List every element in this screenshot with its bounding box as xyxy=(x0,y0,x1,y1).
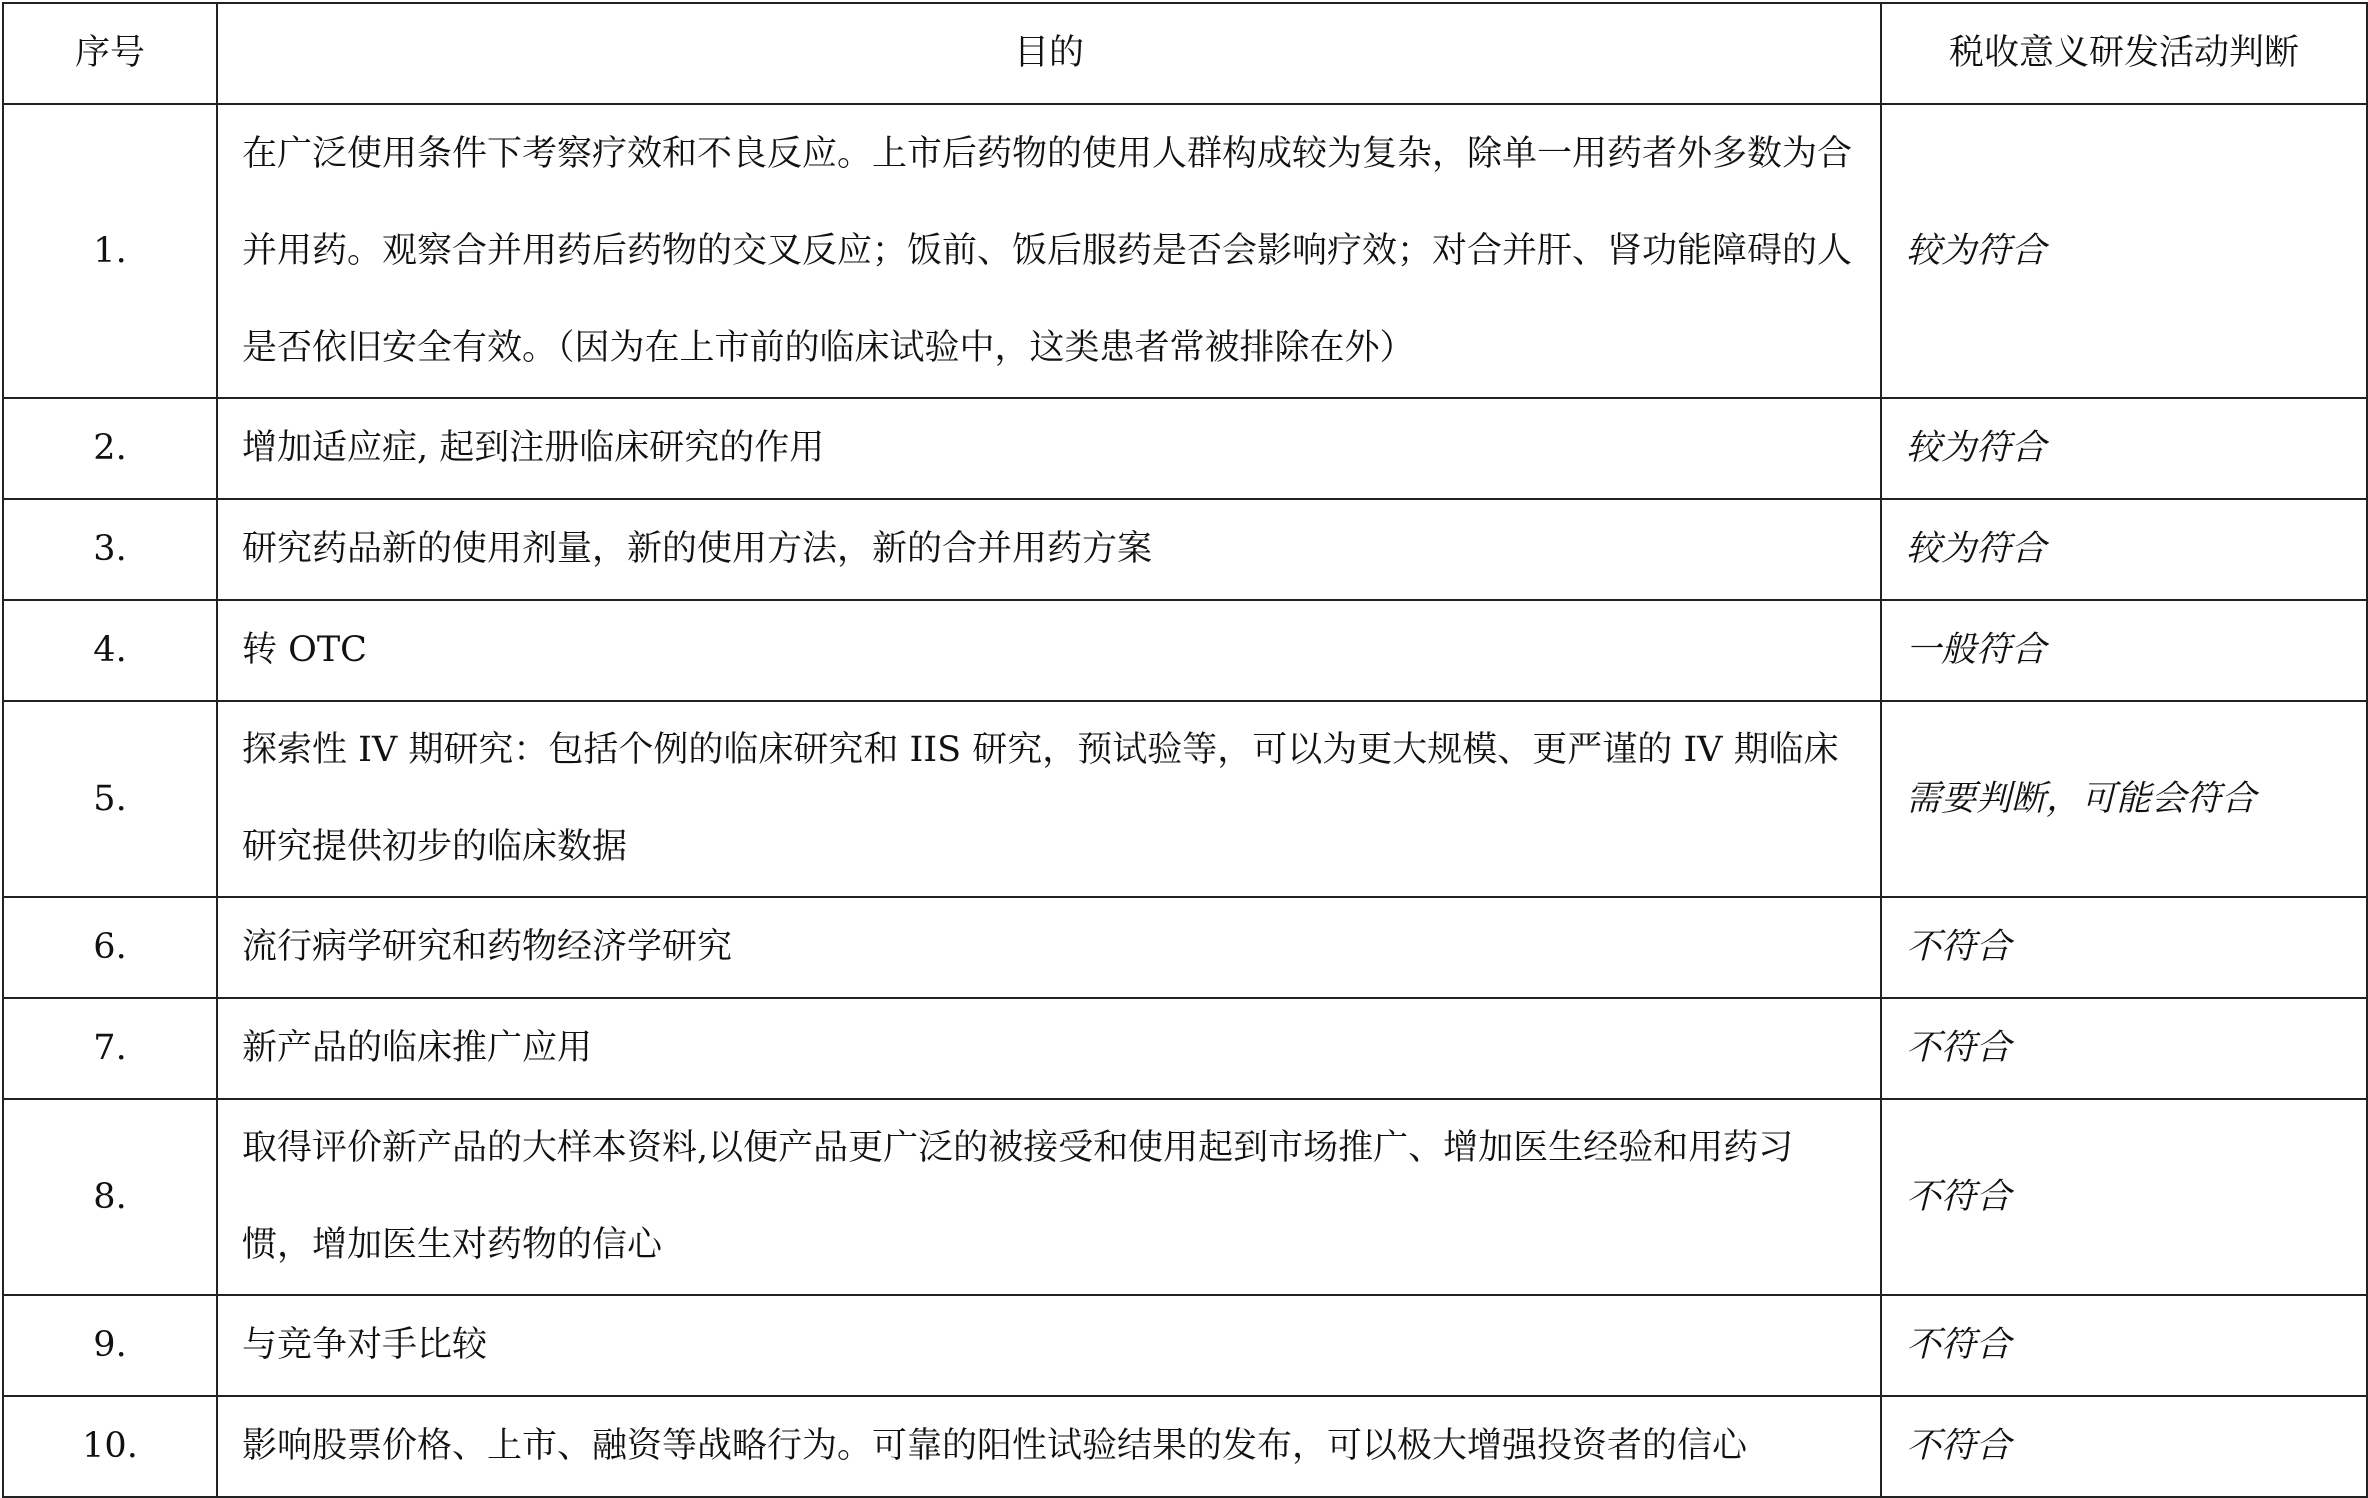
row-purpose: 影响股票价格、上市、融资等战略行为。可靠的阳性试验结果的发布，可以极大增强投资者的信心 xyxy=(217,1396,1881,1497)
table-row xyxy=(3,600,2367,701)
table-row xyxy=(3,104,2367,398)
row-index: 1. xyxy=(3,104,217,398)
row-judgement: 较为符合 xyxy=(1881,499,2367,600)
row-index: 2. xyxy=(3,398,217,499)
row-judgement: 较为符合 xyxy=(1881,398,2367,499)
row-judgement: 一般符合 xyxy=(1881,600,2367,701)
table-row xyxy=(3,1396,2367,1497)
row-purpose: 转 OTC xyxy=(217,600,1881,701)
row-index: 3. xyxy=(3,499,217,600)
table-header-row xyxy=(3,3,2367,104)
header-purpose: 目的 xyxy=(217,3,1881,104)
table-row xyxy=(3,998,2367,1099)
row-judgement: 不符合 xyxy=(1881,897,2367,998)
row-purpose: 研究药品新的使用剂量，新的使用方法，新的合并用药方案 xyxy=(217,499,1881,600)
row-index: 4. xyxy=(3,600,217,701)
row-purpose: 增加适应症, 起到注册临床研究的作用 xyxy=(217,398,1881,499)
row-purpose: 探索性 IV 期研究：包括个例的临床研究和 IIS 研究，预试验等，可以为更大规模、更严谨的 IV 期临床研究提供初步的临床数据 xyxy=(217,701,1881,897)
row-purpose: 在广泛使用条件下考察疗效和不良反应。上市后药物的使用人群构成较为复杂，除单一用药者外多数为合并用药。观察合并用药后药物的交叉反应；饭前、饭后服药是否会影响疗效；对合并肝、肾功能障碍的人是否依旧安全有效。（因为在上市前的临床试验中，这类患者常被排除在外） xyxy=(217,104,1881,398)
table-row xyxy=(3,1295,2367,1396)
row-judgement: 不符合 xyxy=(1881,998,2367,1099)
row-purpose: 新产品的临床推广应用 xyxy=(217,998,1881,1099)
table-row xyxy=(3,1099,2367,1295)
table-row xyxy=(3,897,2367,998)
row-purpose: 与竞争对手比较 xyxy=(217,1295,1881,1396)
row-index: 9. xyxy=(3,1295,217,1396)
rd-activity-table xyxy=(2,2,2368,1498)
table-row xyxy=(3,701,2367,897)
header-index: 序号 xyxy=(3,3,217,104)
row-judgement: 需要判断，可能会符合 xyxy=(1881,701,2367,897)
header-judgement: 税收意义研发活动判断 xyxy=(1881,3,2367,104)
table-row xyxy=(3,499,2367,600)
row-judgement: 较为符合 xyxy=(1881,104,2367,398)
row-purpose: 取得评价新产品的大样本资料,以便产品更广泛的被接受和使用起到市场推广、增加医生经验和用药习惯，增加医生对药物的信心 xyxy=(217,1099,1881,1295)
row-purpose: 流行病学研究和药物经济学研究 xyxy=(217,897,1881,998)
row-judgement: 不符合 xyxy=(1881,1396,2367,1497)
row-judgement: 不符合 xyxy=(1881,1099,2367,1295)
table-row xyxy=(3,398,2367,499)
row-index: 6. xyxy=(3,897,217,998)
row-index: 8. xyxy=(3,1099,217,1295)
row-index: 10. xyxy=(3,1396,217,1497)
row-index: 7. xyxy=(3,998,217,1099)
row-index: 5. xyxy=(3,701,217,897)
row-judgement: 不符合 xyxy=(1881,1295,2367,1396)
